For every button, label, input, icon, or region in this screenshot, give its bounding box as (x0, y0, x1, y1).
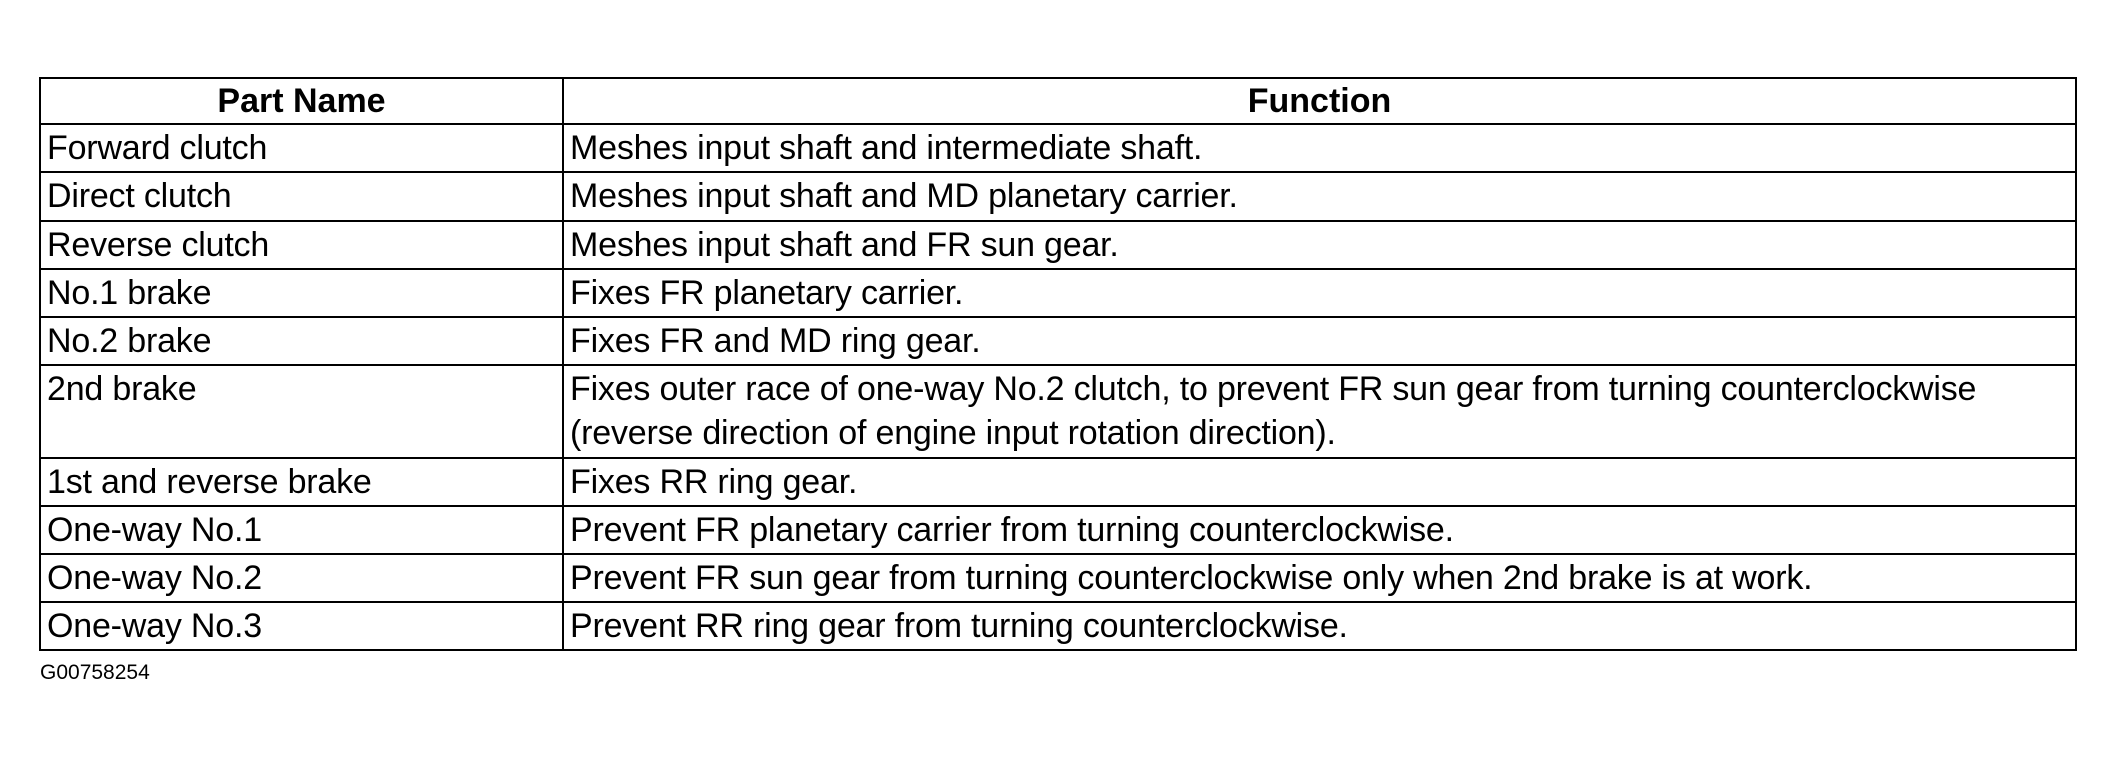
function-text: Fixes RR ring gear. (570, 462, 858, 501)
table-row (40, 602, 2076, 650)
function-text: Meshes input shaft and FR sun gear. (570, 225, 1119, 264)
table-row (40, 124, 2076, 172)
part-name-text: One-way No.1 (47, 510, 262, 549)
function-text: Fixes FR and MD ring gear. (570, 321, 981, 360)
table-row (40, 506, 2076, 554)
part-name-cell (40, 269, 563, 317)
function-cell (563, 317, 2076, 365)
part-name-cell (40, 317, 563, 365)
part-name-cell (40, 602, 563, 650)
table-header-row (40, 78, 2076, 124)
function-text: Meshes input shaft and MD planetary carrier. (570, 177, 1238, 216)
part-name-cell (40, 554, 563, 602)
table-row (40, 554, 2076, 602)
part-name-cell (40, 172, 563, 220)
part-name-cell (40, 506, 563, 554)
function-text: Prevent RR ring gear from turning counterclockwise. (570, 607, 1348, 646)
function-cell (563, 269, 2076, 317)
part-name-text: Reverse clutch (47, 225, 270, 264)
function-text: Prevent FR planetary carrier from turning counterclockwise. (570, 510, 1454, 549)
table-row (40, 317, 2076, 365)
function-cell (563, 365, 2076, 457)
part-name-cell (40, 124, 563, 172)
table-row (40, 458, 2076, 506)
function-cell (563, 124, 2076, 172)
part-name-text: Forward clutch (47, 129, 268, 168)
function-cell (563, 458, 2076, 506)
header-function: Function (563, 78, 2076, 124)
function-cell (563, 554, 2076, 602)
table-row (40, 365, 2076, 457)
graphic-id-label: G00758254 (40, 661, 150, 684)
function-cell (563, 221, 2076, 269)
part-name-cell (40, 458, 563, 506)
function-text: Fixes outer race of one-way No.2 clutch, to prevent FR sun gear from turning counterclockwise (reverse direction of engine input rotation direction). (570, 370, 1977, 453)
part-name-cell (40, 221, 563, 269)
function-text: Meshes input shaft and intermediate shaft. (570, 129, 1203, 168)
function-cell (563, 602, 2076, 650)
function-cell (563, 172, 2076, 220)
part-name-text: No.1 brake (47, 273, 212, 312)
part-name-text: Direct clutch (47, 177, 232, 216)
part-name-text: 2nd brake (47, 370, 197, 409)
part-name-text: One-way No.3 (47, 607, 262, 646)
parts-function-table (39, 77, 2077, 651)
table-row (40, 172, 2076, 220)
header-part-name: Part Name (40, 78, 563, 124)
table-row (40, 221, 2076, 269)
function-text: Prevent FR sun gear from turning counterclockwise only when 2nd brake is at work. (570, 558, 1813, 597)
part-name-cell (40, 365, 563, 457)
part-name-text: One-way No.2 (47, 558, 262, 597)
table-row (40, 269, 2076, 317)
part-name-text: 1st and reverse brake (47, 462, 372, 501)
function-cell (563, 506, 2076, 554)
function-text: Fixes FR planetary carrier. (570, 273, 964, 312)
part-name-text: No.2 brake (47, 321, 212, 360)
